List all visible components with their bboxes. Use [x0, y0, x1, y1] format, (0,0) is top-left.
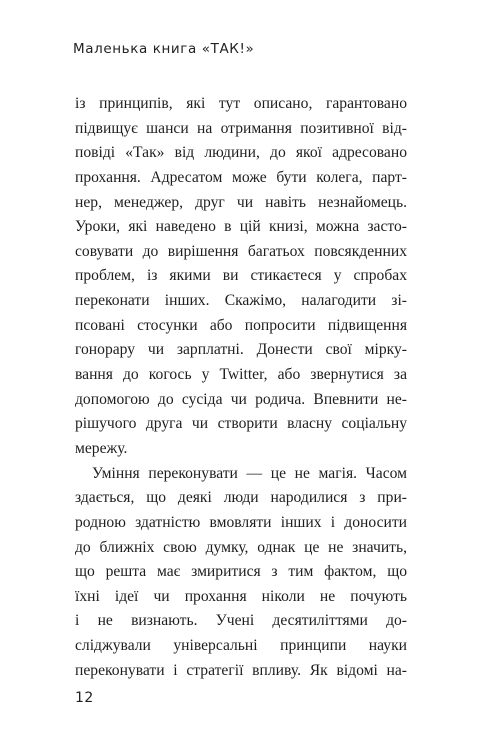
- text-line: гонорару чи зарплатні. Донести свої мірку-: [75, 341, 407, 359]
- text-line: переконати інших. Скажімо, налагодити зі-: [75, 292, 407, 310]
- body-text: [75, 92, 407, 683]
- text-line: підвищує шанси на отримання позитивної від-: [75, 119, 407, 137]
- text-line: прохання. Адресатом може бути колега, парт-: [75, 168, 407, 186]
- text-line: повіді «Так» від людини, до якої адресовано: [75, 144, 407, 162]
- text-line: і не визнають. Учені десятиліттями до-: [75, 612, 407, 630]
- text-line: псовані стосунки або попросити підвищення: [75, 316, 407, 334]
- text-line: що решта має змиритися з тим фактом, що: [75, 563, 407, 581]
- text-line: переконувати і стратегії впливу. Як відомі на-: [75, 661, 407, 679]
- running-header: Маленька книга «ТАК!»: [73, 41, 255, 57]
- text-line: вання до когось у Twitter, або звернутися за: [75, 366, 407, 384]
- paragraph-2: [75, 462, 407, 684]
- text-line: проблем, із якими ви стикаєтеся у спробах: [75, 267, 407, 285]
- text-line: совувати до вирішення багатьох повсякденних: [75, 242, 407, 260]
- text-line: родною здатністю вмовляти інших і доносити: [75, 513, 407, 531]
- text-line: нер, менеджер, друг чи навіть незнайомець.: [75, 193, 407, 211]
- text-line: допомогою до сусіда чи родича. Впевнити не-: [75, 390, 407, 408]
- text-line: сліджували універсальні принципи науки: [75, 637, 407, 655]
- text-line: їхні ідеї чи прохання ніколи не почують: [75, 587, 407, 605]
- paragraph-1: [75, 92, 407, 462]
- text-line: до ближніх свою думку, однак це не значить,: [75, 538, 407, 556]
- text-line: здається, що деякі люди народилися з при-: [75, 489, 407, 507]
- text-line: із принципів, які тут описано, гарантовано: [75, 95, 407, 112]
- text-line: Уміння переконувати — це не магія. Часом: [92, 464, 407, 482]
- text-line: Уроки, які наведено в цій книзі, можна засто-: [75, 218, 407, 236]
- text-line: рішучого друга чи створити власну соціальну: [75, 415, 407, 433]
- page-number: 12: [75, 690, 94, 706]
- text-line: мережу.: [75, 439, 128, 457]
